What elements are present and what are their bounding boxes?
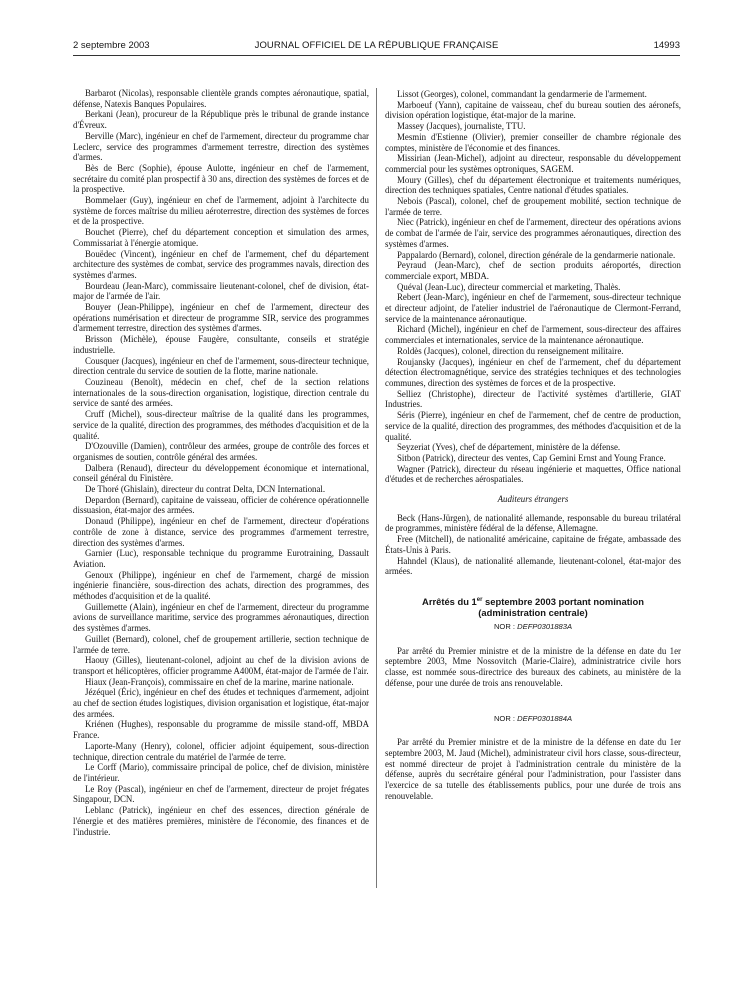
- list-item: Roujansky (Jacques), ingénieur en chef de l'armement, chef du département détection électromagnétique, service des stratégies techniques et des technologies communes, direction des systèmes de forces et de la prospective.: [385, 356, 681, 388]
- nor-code: DEFP0301883A: [517, 622, 573, 632]
- auditeurs-heading: Auditeurs étrangers: [497, 494, 569, 505]
- left-column: [73, 88, 369, 837]
- list-item: Massey (Jacques), journaliste, TTU.: [397, 121, 526, 132]
- list-item: Guillet (Bernard), colonel, chef de groupement artillerie, section technique de l'armée de terre.: [73, 633, 369, 655]
- list-item: Berville (Marc), ingénieur en chef de l'armement, directeur du programme char Leclerc, service des programmes d'armement terrestre, direction des systèmes d'armes.: [73, 130, 369, 163]
- arrete-paragraph: Par arrêté du Premier ministre et de la ministre de la défense en date du 1er septembre 2003, Mme Nossovitch (Marie-Claire), administratrice civile hors classe, est nommée sous-directrice des bureaux des cabinets, au ministère de la défense, pour une durée de trois ans renouvelable.: [385, 645, 681, 688]
- list-item: Quéval (Jean-Luc), directeur commercial et marketing, Thalès.: [397, 281, 621, 292]
- nor-label: NOR :: [493, 622, 516, 632]
- list-item: Hahndel (Klaus), de nationalité allemande, lieutenant-colonel, état-major des armées.: [385, 555, 681, 577]
- list-item: Free (Mitchell), de nationalité américaine, capitaine de frégate, ambassade des États-Unis à Paris.: [385, 534, 681, 555]
- list-item: Hiaux (Jean-François), commissaire en chef de la marine, marine nationale.: [85, 676, 354, 687]
- list-item: Séris (Pierre), ingénieur en chef de l'armement, chef de centre de production, service de la qualité, direction des programmes, des méthodes d'acquisition et de la qualité.: [385, 410, 681, 442]
- list-item: Pappalardo (Bernard), colonel, direction générale de la gendarmerie nationale.: [397, 249, 676, 260]
- list-item: Roldès (Jacques), colonel, direction du renseignement militaire.: [397, 345, 624, 356]
- list-item: Le Corff (Mario), commissaire principal de police, chef de division, ministère de l'intérieur.: [73, 762, 369, 783]
- list-item: Dalbera (Renaud), directeur du développement économique et international, conseil général du Finistère.: [73, 462, 369, 484]
- section-title-sup: er: [476, 596, 483, 603]
- list-item: Sitbon (Patrick), directeur des ventes, Cap Gemini Ernst and Young France.: [397, 452, 666, 463]
- nor-code: DEFP0301884A: [517, 713, 573, 723]
- list-item: Donaud (Philippe), ingénieur en chef de l'armement, directeur d'opérations contrôle de zone à distance, service des programmes d'armement terrestre, direction des systèmes d'armes.: [73, 516, 369, 548]
- list-item: Guillemette (Alain), ingénieur en chef de l'armement, directeur du programme avions de surveillance maritime, service des programmes aéronautiques, direction des systèmes d'armes.: [73, 601, 369, 634]
- section-title: [385, 595, 681, 618]
- list-item: Depardon (Bernard), capitaine de vaisseau, officier de cohérence opérationnelle dissuasion, état-major des armées.: [73, 494, 369, 516]
- list-item: Le Roy (Pascal), ingénieur en chef de l'armement, directeur de projet frégates Singapour, DCN.: [73, 783, 369, 805]
- section-spacer: [385, 689, 681, 710]
- list-item: Genoux (Philippe), ingénieur en chef de l'armement, chargé de mission ingénierie financière, sous-direction des achats, direction des programmes, des méthodes d'acquisition et de la qualité.: [73, 569, 369, 602]
- list-item: Cruff (Michel), sous-directeur maîtrise de la qualité dans les programmes, service de la qualité, direction des programmes, des méthodes d'acquisition et de la qualité.: [73, 409, 369, 441]
- list-item: Bouëdec (Vincent), ingénieur en chef de l'armement, chef du département architecture des systèmes de combat, service des programmes navals, direction des systèmes d'armes.: [73, 248, 369, 280]
- page-number: 14993: [653, 40, 680, 51]
- list-item: Barbarot (Nicolas), responsable clientèle grands comptes aéronautique, spatial, défense, Natexis Banques Populaires.: [73, 88, 369, 109]
- nor-reference: [385, 714, 681, 725]
- list-item: Jézéquel (Éric), ingénieur en chef des études et techniques d'armement, adjoint au chef de section études logistiques, division organisation et logistique, état-major des armées.: [73, 687, 369, 719]
- list-item: Bès de Berc (Sophie), épouse Aulotte, ingénieur en chef de l'armement, secrétaire du comité plan prospectif à 30 ans, direction des systèmes de forces et de la prospective.: [73, 162, 369, 195]
- nor-reference: [385, 622, 681, 633]
- list-item: Bommelaer (Guy), ingénieur en chef de l'armement, adjoint à l'architecte du système de forces maîtrise du milieu aéroterrestre, direction des systèmes de forces et de la prospective.: [73, 195, 369, 227]
- list-item: De Thoré (Ghislain), directeur du contrat Delta, DCN International.: [85, 484, 326, 495]
- journal-title: JOURNAL OFFICIEL DE LA RÉPUBLIQUE FRANÇAISE: [254, 40, 499, 51]
- list-item: Laporte-Many (Henry), colonel, officier adjoint équipement, sous-direction technique, direction centrale du matériel de l'armée de terre.: [73, 740, 369, 762]
- list-item: Moury (Gilles), chef du département électronique et traitements numériques, direction des techniques spatiales, Centre national d'études spatiales.: [385, 174, 681, 196]
- list-item: Marboeuf (Yann), capitaine de vaisseau, chef du bureau soutien des aéronefs, division opération logistique, état-major de la marine.: [385, 99, 681, 121]
- nor-label: NOR :: [493, 713, 516, 723]
- list-item: Niec (Patrick), ingénieur en chef de l'armement, directeur des opérations avions de combat de l'armée de l'air, service des programmes aéronautiques, direction des systèmes d'armes.: [385, 217, 681, 249]
- list-item: Seyzeriat (Yves), chef de département, ministère de la défense.: [397, 442, 621, 453]
- section-title-pre: Arrêtés du 1: [422, 596, 477, 608]
- list-item: Haouy (Gilles), lieutenant-colonel, adjoint au chef de la division avions de transport et hélicoptères, officier programme A400M, état-major de l'armée de l'air.: [73, 655, 369, 676]
- list-item: Cousquer (Jacques), ingénieur en chef de l'armement, sous-directeur technique, direction centrale du service de soutien de la flotte, marine nationale.: [73, 355, 369, 377]
- section-title-line2: (administration centrale): [478, 607, 588, 619]
- list-item: Berkani (Jean), procureur de la République près le tribunal de grande instance d'Évreux.: [73, 109, 369, 131]
- list-item: Leblanc (Patrick), ingénieur en chef des essences, direction générale de l'énergie et des matières premières, ministère de l'économie, des finances et de l'industrie.: [73, 805, 369, 837]
- header-date: 2 septembre 2003: [73, 40, 150, 51]
- list-item: Garnier (Luc), responsable technique du programme Eurotraining, Dassault Aviation.: [73, 548, 369, 569]
- list-item: D'Ozouville (Damien), contrôleur des armées, groupe de contrôle des forces et organismes de soutien, contrôle général des armées.: [73, 441, 369, 462]
- list-item: Beck (Hans-Jürgen), de nationalité allemande, responsable du bureau trilatéral de programmes, ministère fédéral de la défense, Allemagne.: [385, 512, 681, 534]
- list-item: Bourdeau (Jean-Marc), commissaire lieutenant-colonel, chef de division, état-major de l'armée de l'air.: [73, 280, 369, 302]
- right-column: [385, 89, 681, 802]
- list-item: Peyraud (Jean-Marc), chef de section produits aéroportés, direction commerciale export, MBDA.: [385, 260, 681, 281]
- list-item: Selliez (Christophe), directeur de l'activité systèmes d'artillerie, GIAT Industries.: [385, 388, 681, 410]
- list-item: Couzineau (Benoît), médecin en chef, chef de la section relations internationales de la sous-direction organisation, logistique, direction centrale du service de santé des armées.: [73, 376, 369, 409]
- list-item: Nebois (Pascal), colonel, chef de groupement mobilité, section technique de l'armée de terre.: [385, 196, 681, 217]
- list-item: Bouyer (Jean-Philippe), ingénieur en chef de l'armement, directeur des opérations numérisation et directeur de programme SIR, service des programmes d'armement terrestre, direction des systèmes d'armes.: [73, 302, 369, 334]
- header-rule: [73, 55, 680, 56]
- list-item: Rebert (Jean-Marc), ingénieur en chef de l'armement, sous-directeur technique et directeur adjoint, de l'atelier industriel de l'aéronautique de Clermont-Ferrand, service de la maintenance aéronautique.: [385, 292, 681, 324]
- arrete-paragraph: Par arrêté du Premier ministre et de la ministre de la défense en date du 1er septembre 2003, M. Jaud (Michel), administrateur civil hors classe, sous-directeur, est nommé directeur de projet à l'administration centrale du ministère de la défense, auprès du secrétaire général pour l'administration, pour l'assister dans l'exercice de sa tutelle des établissements publics, pour une durée de trois ans renouvelable.: [385, 737, 681, 801]
- list-item: Kriénen (Hughes), responsable du programme de missile stand-off, MBDA France.: [73, 719, 369, 741]
- page-header: [73, 38, 680, 54]
- list-item: Brisson (Michèle), épouse Faugère, consultante, conseils et stratégie industrielle.: [73, 334, 369, 355]
- list-item: Missirian (Jean-Michel), adjoint au directeur, responsable du développement commercial pour les systèmes optroniques, SAGEM.: [385, 153, 681, 174]
- list-item: Richard (Michel), ingénieur en chef de l'armement, sous-directeur des affaires commerciales et internationales, service de la maintenance aéronautique.: [385, 324, 681, 346]
- section-title-post: septembre 2003 portant nomination: [482, 596, 644, 608]
- list-item: Bouchet (Pierre), chef du département conception et simulation des armes, Commissariat à l'énergie atomique.: [73, 227, 369, 248]
- list-item: Wagner (Patrick), directeur du réseau ingénierie et maquettes, Office national d'études et de recherches aérospatiales.: [385, 463, 681, 485]
- column-divider: [376, 88, 377, 888]
- list-item: Lissot (Georges), colonel, commandant la gendarmerie de l'armement.: [397, 89, 647, 99]
- list-item: Mesmin d'Estienne (Olivier), premier conseiller de chambre régionale des comptes, ministère de l'économie et des finances.: [385, 131, 681, 153]
